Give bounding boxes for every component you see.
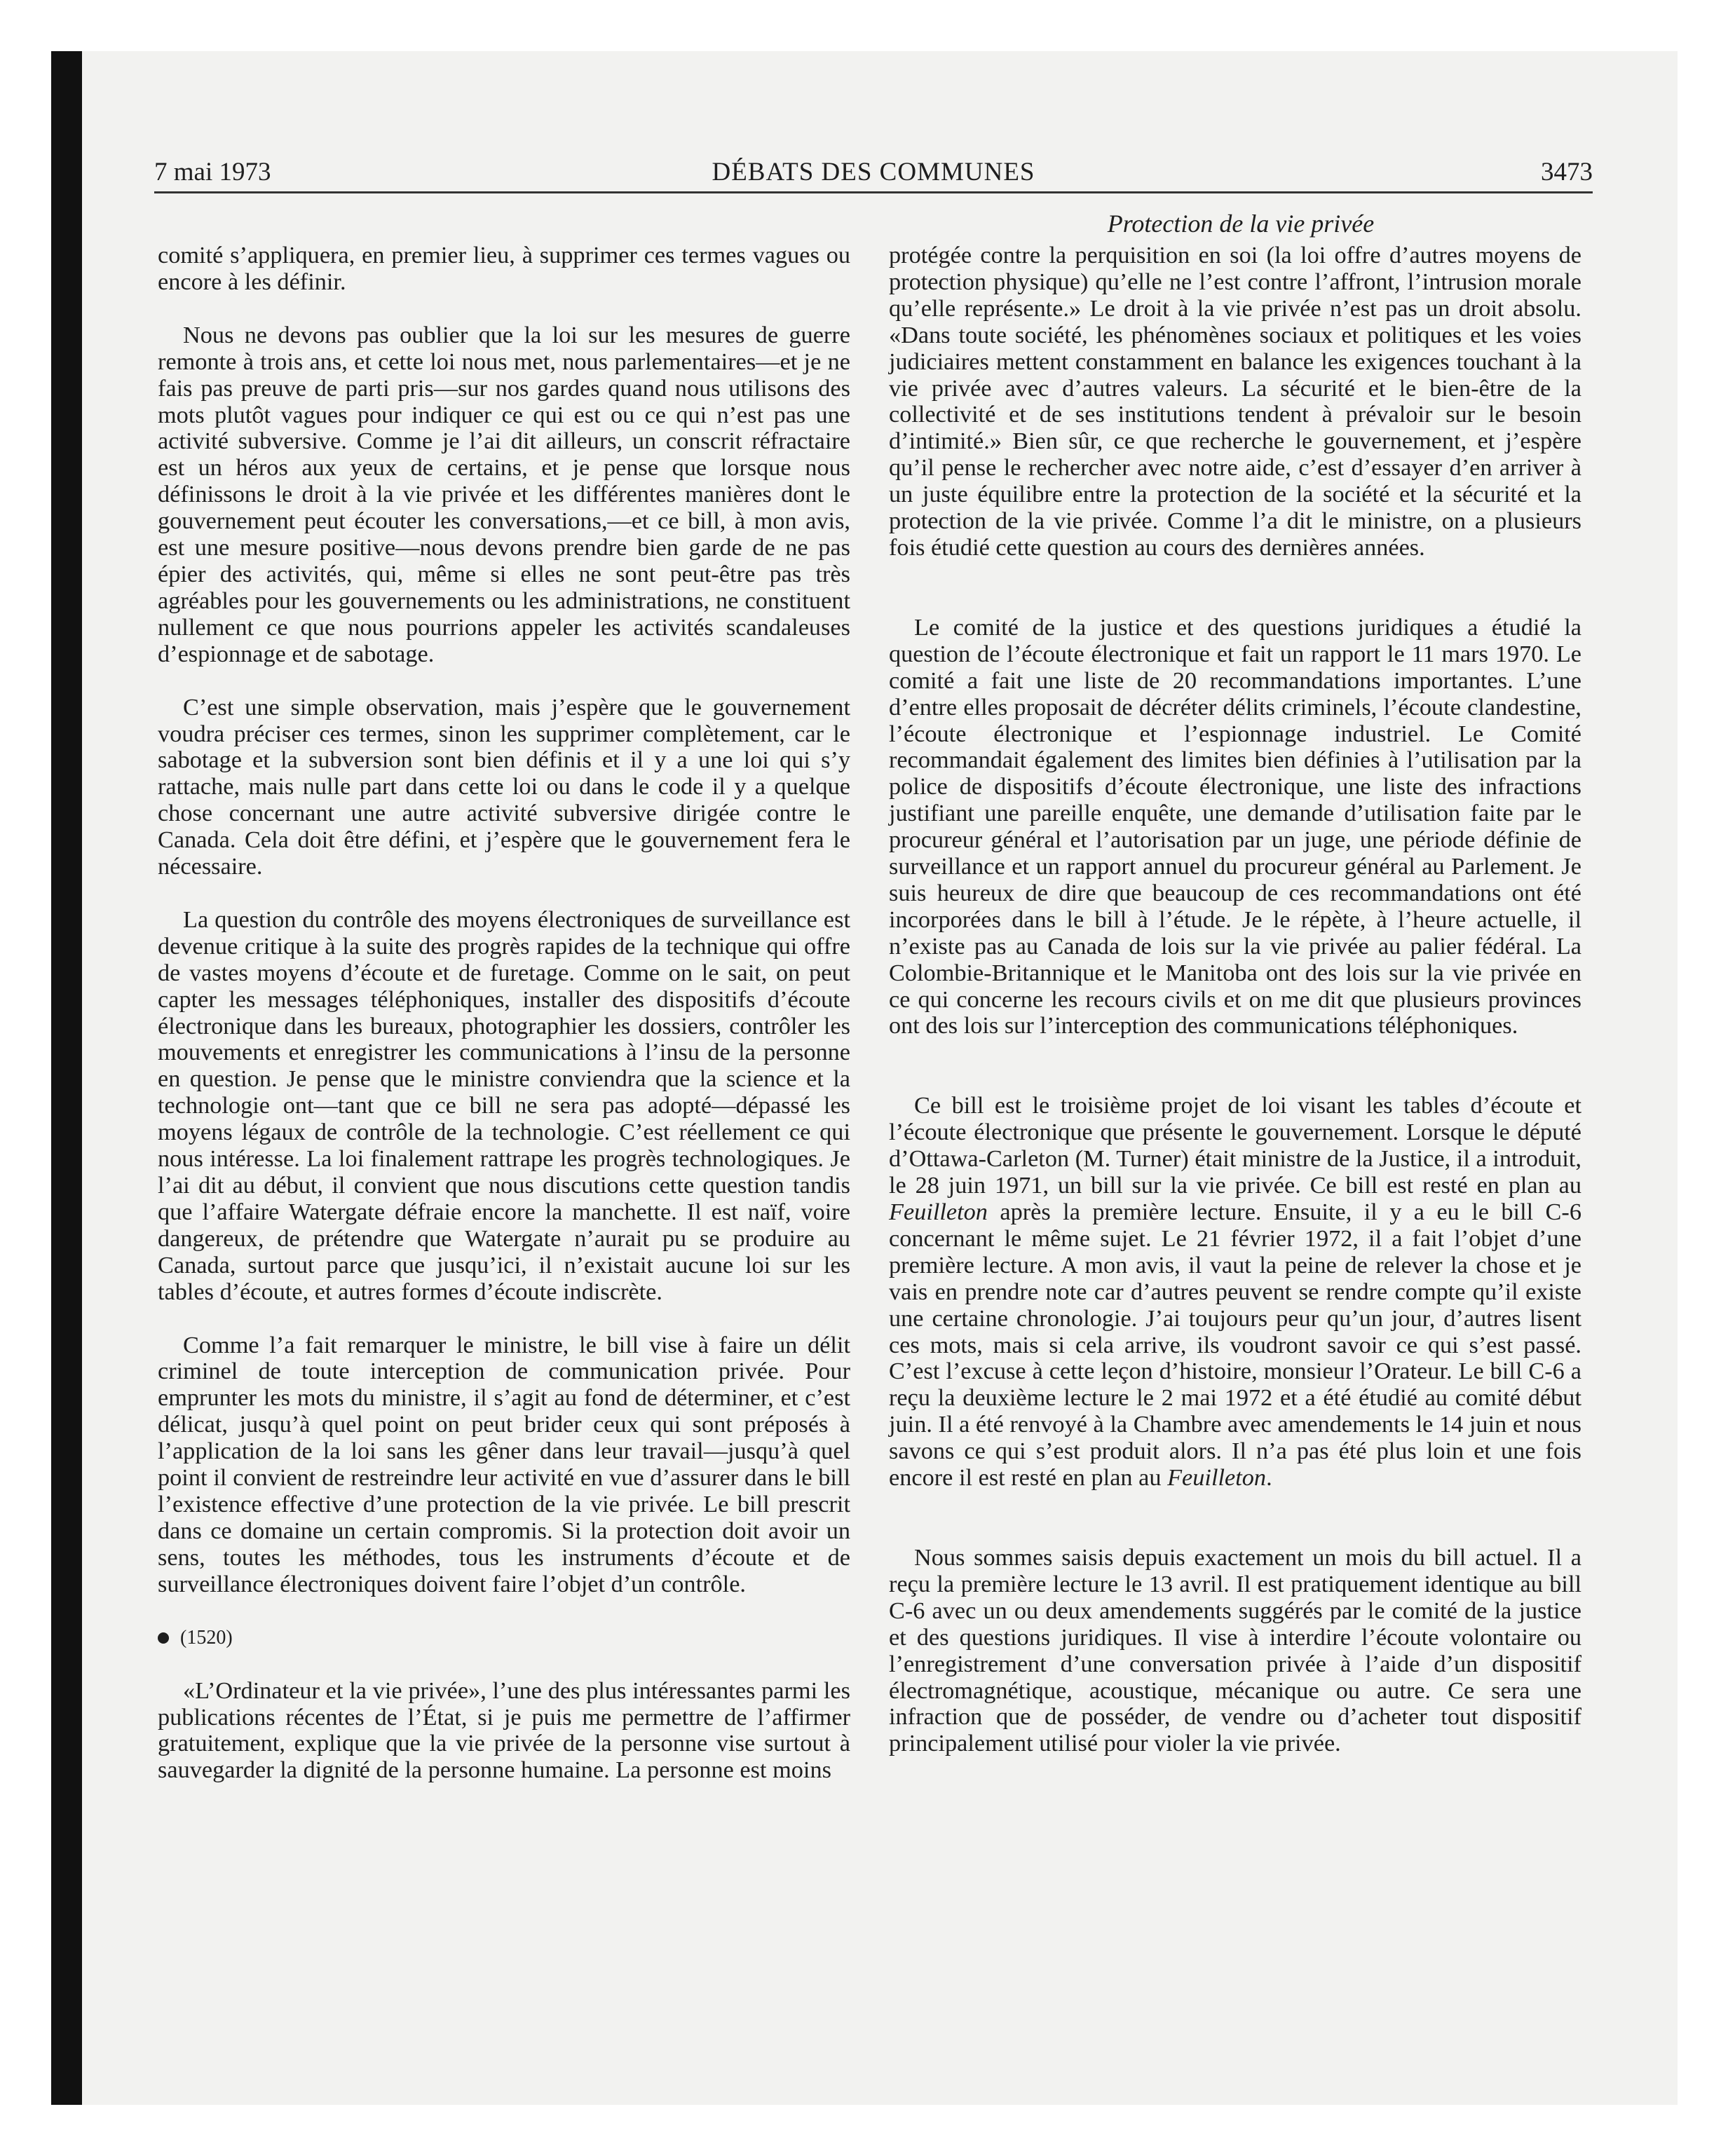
italic-term: Feuilleton [1167, 1464, 1267, 1492]
time-marker-text: (1520) [180, 1626, 233, 1649]
section-title: Protection de la vie privée [1107, 210, 1375, 238]
paragraph-end: . [1266, 1464, 1272, 1492]
paragraph: «L’Ordinateur et la vie privée», l’une des plus intéressantes parmi les publications récentes de l’État, si je puis me permettre de l’affirmer gratuitement, explique que la vie privée de la personne vise surtout à sauvegarder la dignité de la personne humaine. La personne est moins [158, 1677, 850, 1784]
paragraph-text: Ce bill est le troisième projet de loi visant les tables d’écoute et l’écoute électronique que présente le gouvernement. Lorsque le député d’Ottawa-Carleton (M. Turner) était ministre de la Justice, il a introduit, le 28 juin 1971, un bill sur la vie privée. Ce bill est resté en plan au [889, 1092, 1581, 1199]
paragraph: C’est une simple observation, mais j’espère que le gouvernement voudra préciser ces termes, sinon les supprimer complètement, car le sabotage et la subversion sont bien définis et il y a une loi qui s’y rattache, mais nulle part dans cette loi ou dans le code il y a quelque chose concernant une autre activité subversive dirigée contre le Canada. Cela doit être défini, et j’espère que le gouvernement fera le nécessaire. [158, 693, 850, 880]
page-header [154, 151, 1593, 193]
left-column [158, 243, 850, 1784]
paragraph: Comme l’a fait remarquer le ministre, le bill vise à faire un délit criminel de toute interception de communication privée. Pour emprunter les mots du ministre, il s’agit au fond de déterminer, et c’est délicat, jusqu’à quel point on peut brider ceux qui sont préposés à l’application de la loi sans les gêner dans leur travail—jusqu’à quel point il convient de restreindre leur activité en vue d’assurer dans le bill l’existence effective d’une protection de la vie privée. Le bill prescrit dans ce domaine un certain compromis. Si la protection doit avoir un sens, toutes les méthodes, tous les instruments d’écoute et de surveillance électroniques doivent faire l’objet d’un contrôle. [158, 1331, 850, 1597]
page-number: 3473 [1541, 158, 1593, 186]
header-rule [154, 191, 1593, 193]
paragraph: comité s’appliquera, en premier lieu, à supprimer ces termes vagues ou encore à les définir. [158, 242, 850, 295]
bullet-icon [158, 1632, 169, 1644]
paragraph: Nous sommes saisis depuis exactement un mois du bill actuel. Il a reçu la première lecture le 13 avril. Il est pratiquement identique au bill C-6 avec un ou deux amendements suggérés par le comité de la justice et des questions juridiques. Il vise à interdire l’écoute volontaire ou l’enregistrement d’une conversation privée à l’aide d’un dispositif électromagnétique, acoustique, mécanique ou autre. Ce sera une infraction que de posséder, de vendre ou d’acheter tout dispositif principalement utilisé pour violer la vie privée. [889, 1543, 1581, 1757]
header-date: 7 mai 1973 [154, 158, 271, 186]
paragraph: Nous ne devons pas oublier que la loi sur les mesures de guerre remonte à trois ans, et cette loi nous met, nous parlementaires—et je ne fais pas preuve de parti pris—sur nos gardes quand nous utilisons des mots plutôt vagues pour indiquer ce qui est ou ce qui n’est pas une activité subversive. Comme je l’ai dit ailleurs, un conscrit réfractaire est un héros aux yeux de certains, et je pense que lorsque nous définissons le droit à la vie privée et les différentes manières dont le gouvernement peut écouter les conversations,—et ce bill, à mon avis, est une mesure positive—nous devons prendre bien garde de ne pas épier des activités, qui, même si elles ne sont peut-être pas très agréables pour les gouvernements ou les administrations, ne constituent nullement ce que nous pourrions appeler les activités scandaleuses d’espionnage et de sabotage. [158, 321, 850, 667]
paragraph: Le comité de la justice et des questions juridiques a étudié la question de l’écoute électronique et fait un rapport le 11 mars 1970. Le comité a fait une liste de 20 recommandations importantes. L’une d’entre elles proposait de décréter délits criminels, l’écoute clandestine, l’écoute électronique et l’espionnage industriel. Le Comité recommandait également des limites bien définies à l’utilisation par la police de dispositifs d’écoute électronique, une liste des infractions justifiant une pareille enquête, une demande d’utilisation faite par le procureur général et l’autorisation par un juge, une période définie de surveillance et un rapport annuel du procureur général au Parlement. Je suis heureux de dire que beaucoup de ces recommandations ont été incorporées dans le bill à l’étude. Je le répète, à l’heure actuelle, il n’existe pas au Canada de lois sur la vie privée au palier fédéral. La Colombie-Britannique et le Manitoba ont des lois sur la vie privée en ce qui concerne les recours civils et on me dit que plusieurs provinces ont des lois sur l’interception des communications téléphoniques. [889, 613, 1581, 1039]
paragraph-text: après la première lecture. Ensuite, il y a eu le bill C-6 concernant le même sujet. Le 21 février 1972, il a fait l’objet d’une première lecture. A mon avis, il vaut la peine de relever la chose et je vais en prendre note car d’autres peuvent se rendre compte qu’il existe une certaine chronologie. J’ai toujours peur qu’un jour, d’autres lisent ces mots, mais si cela arrive, ils voudront savoir ce qui s’est passé. C’est l’excuse à cette leçon d’histoire, monsieur l’Orateur. Le bill C-6 a reçu la deuxième lecture le 2 mai 1972 et a été étudié au comité début juin. Il a été renvoyé à la Chambre avec amendements le 14 juin et nous savons ce qui s’est produit alors. Il n’a pas été plus loin et une fois encore il est resté en plan au [889, 1199, 1581, 1492]
time-marker [158, 1625, 850, 1651]
paragraph [889, 1093, 1581, 1492]
italic-term: Feuilleton [889, 1199, 988, 1225]
right-column [889, 243, 1581, 1757]
header-title: DÉBATS DES COMMUNES [712, 158, 1035, 186]
binding-edge [51, 51, 82, 2105]
paragraph: La question du contrôle des moyens électroniques de surveillance est devenue critique à la suite des progrès rapides de la technique qui offre de vastes moyens d’écoute et de furetage. Comme on le sait, on peut capter les messages téléphoniques, installer des dispositifs d’écoute électronique dans les bureaux, photographier les dossiers, contrôler les mouvements et enregistrer les communications à l’insu de la personne en question. Je pense que le ministre conviendra que la science et la technologie ont—tant que ce bill ne sera pas adopté—dépassé les moyens légaux de contrôle de la technologie. C’est réellement ce qui nous intéresse. La loi finalement rattrape les progrès technologiques. Je l’ai dit au début, il convient que nous discutions cette question tandis que l’affaire Watergate défraie encore la manchette. Il est naïf, voire dangereux, de prétendre que Watergate n’aurait pu se produire au Canada, surtout parce que jusqu’ici, il n’existait aucune loi sur les tables d’écoute, et autres formes d’écoute indiscrète. [158, 906, 850, 1305]
paragraph: protégée contre la perquisition en soi (la loi offre d’autres moyens de protection physique) qu’elle ne l’est contre l’affront, l’intrusion morale qu’elle représente.» Le droit à la vie privée n’est pas un droit absolu. «Dans toute société, les phénomènes sociaux et politiques et les voies judiciaires mettent constamment en balance les exigences touchant à la vie privée avec d’autres valeurs. La sécurité et le bien-être de la collectivité et de ses institutions tendent à prévaloir sur le besoin d’intimité.» Bien sûr, ce que recherche le gouvernement, et j’espère qu’il pense le rechercher avec notre aide, c’est d’essayer d’en arriver à un juste équilibre entre la protection de la société et la sécurité et la protection de la vie privée. Comme l’a dit le ministre, on a plusieurs fois étudié cette question au cours des dernières années. [889, 242, 1581, 561]
